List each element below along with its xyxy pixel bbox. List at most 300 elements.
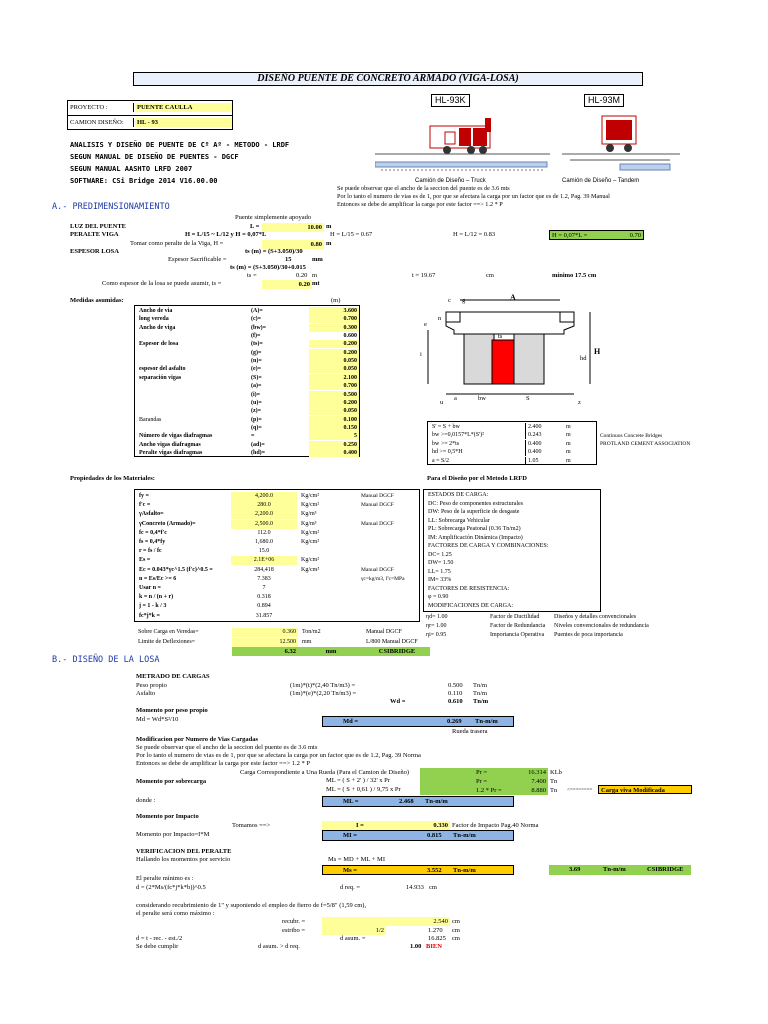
measure-value: 3.600 [309,307,359,315]
measure-value: 0.050 [309,407,359,415]
d-calc: d = t - rec. - est./2 [136,935,183,942]
measure-symbol: (hd)= [251,449,266,456]
lrfd-line: MODIFICACIONES DE CARGA: [428,602,514,609]
sacrif-value: 15 [285,256,292,263]
asfalto-label: Asfalto [136,690,156,697]
pr2-box [420,777,548,786]
material-unit: Kg/cm² [301,529,320,536]
losa-eq: ts (m) = (S+3.050)/30 [245,248,303,255]
material-value: 280.0 [231,501,297,510]
metrado-title: METRADO DE CARGAS [136,673,210,680]
mi-unit: Tn-m/m [453,832,476,839]
h-l12: H = L/12 = 0.83 [453,231,496,238]
dreq-value: 14.933 [406,884,424,891]
asfalto-value: 0.110 [448,690,463,697]
material-label: γAsfalto= [139,511,164,518]
page-title: DISEÑO PUENTE DE CONCRETO ARMADO (VIGA-LOSA) [133,72,643,86]
measure-symbol: (ts)= [251,341,263,348]
pr1-box [420,768,548,777]
pr3-value: 8.880 [531,787,546,794]
lrfd-line: FACTORES DE RESISTENCIA: [428,585,510,592]
material-value: 2,500.0 [231,520,297,529]
measures-title: Medidas asumidas: [70,297,124,304]
tandem-diagram [560,94,682,186]
measure-symbol: (A)= [251,308,263,314]
estribo-fraction: 1/2 [322,926,386,935]
calc-value: 2.400 [528,424,542,430]
estribo-value: 1.270 [428,927,443,934]
measure-symbol: (i)= [251,391,261,398]
measure-symbol: (e)= [251,366,262,373]
ms-csibridge-box [549,865,691,875]
wd-label: Wd = [390,698,406,705]
d-eq: d = (2*Ms/(fc*j*k*b))^0.5 [136,884,206,891]
truck-note-3: Entonces se debe de amplificar la carga por este factor ==> 1.2 * P [337,201,503,208]
deflexion-value: 6.32 [232,647,298,656]
h-l15: H = L/15 = 0.67 [330,231,373,238]
deflexion-unit: mm [298,647,364,656]
cumplir-eq: d asum. > d req. [258,943,300,950]
ms-label: Ms = [343,867,357,874]
truck-note-2: Por lo tanto el numero de vias es de 1, por que se afectara la carga por un factor que es de 1.2, Pag. 39 Manual [337,193,610,200]
lrfd-line: DC= 1.25 [428,551,452,558]
lrfd-line: DW: Peso de la superficie de desgaste [428,509,520,515]
calc-unit: m [566,457,571,464]
md-unit: Tn-m/m [475,718,498,725]
tomar-unit: m [326,240,332,247]
measure-value: 0.700 [309,315,359,323]
hallando-label: Hallando los momentos por servicio [136,856,231,863]
measure-value: 0.050 [309,357,359,365]
material-unit: Kg/cm² [301,493,320,499]
material-label: f'c = [139,502,151,509]
ml-unit: Tn-m/m [425,798,448,805]
section-label-g: g [462,297,466,304]
truck-note-1: Se puede observar que el ancho de la seccion del puente es de 3.6 mts [337,185,510,192]
bien-label: BIEN [426,943,442,950]
dreq-unit: cm [429,884,437,891]
extra-label: Limite de Deflexiones= [138,638,196,645]
extra-unit: Ton/m2 [302,629,321,635]
section-label-bw: bw [478,395,486,402]
calc-unit: m [566,449,571,456]
mod-desc: Niveles convencionales de redundancia [554,623,649,629]
material-label: γConcreto (Armado)= [139,520,196,527]
measure-label: Ancho vigas diafragmas [139,441,201,448]
recub-unit: cm [452,918,460,925]
material-label: r = fs / fc [139,548,162,555]
measure-label [137,407,247,415]
lrfd-line: PL: Sobrecarga Peatonal (0.36 Tn/m2) [428,526,521,532]
pr2-label: Pr = [476,778,488,785]
md-box [322,716,514,727]
calc-unit: m [566,424,571,430]
ml-eq-1: ML = ( S + 2' ) / 32' x Pr [326,777,390,784]
wd-unit: Tn/m [473,698,489,705]
consid-1: considerando recubrimiento de 1" y suponiendo el empleo de fierro de f=5/8" (1,59 cm), [136,902,367,909]
pr2-unit: Tn [550,778,558,785]
measure-symbol: = [251,433,255,440]
mi-title: Momento por Impacto [136,813,199,820]
method-line-3: SEGUN MANUAL AASHTO LRFD 2007 [70,165,193,173]
consid-2: el peralte será como máximo : [136,910,215,917]
measure-label: long vereda [139,316,169,323]
extra-label: Sobre Carga en Veredas= [138,629,199,635]
cumplir-label: Se debe cumplir [136,943,179,950]
material-value: 31.857 [255,612,273,619]
measure-value: 0.100 [309,416,359,424]
measure-symbol: (c)= [251,316,262,323]
tomar-value: 0.80 [262,240,324,249]
extra-unit: mm [302,638,312,645]
section-label-s: S [526,395,530,402]
losa-label: ESPESOR LOSA [70,248,119,255]
dasum-label: d asum. = [340,935,366,942]
project-value: PUENTE CAULLA [135,103,232,112]
asfalto-unit: Tn/m [473,690,488,697]
measure-value: 0.200 [309,340,359,348]
material-unit: Kg/m³ [301,520,317,527]
section-a-heading: A.- PREDIMENSIONAMIENTO [52,202,170,212]
asumir-unit: mt [312,280,320,287]
luz-eq: L = [250,223,260,230]
lrfd-line: FACTORES DE CARGA Y COMBINACIONES: [428,543,549,549]
section-label-n: n [438,315,442,322]
material-label: Es = [139,557,151,564]
lrfd-line: IM= 33% [428,577,452,583]
i-note: Factor de Impacto Pag.40 Norma [452,822,539,829]
mod-value: ηd= 1.00 [426,614,448,620]
mi-label: MI = [343,832,357,839]
section-label-z: z [578,399,581,406]
dasum-unit: cm [452,935,460,942]
lrfd-line: φ = 0.90 [428,594,449,600]
pr1-label: Pr = [476,769,488,776]
ml-title: Momento por sobrecarga [136,778,207,785]
measure-label [137,357,247,365]
carga-viva-modificada: Carga viva Modificada [598,785,692,794]
pr3-unit: Tn [550,787,558,794]
material-unit [299,584,359,593]
mi-value: 0.815 [427,832,442,839]
peso-eq: (1m)*(t)*(2,40 Tn/m3) = [290,682,356,689]
material-label: fy = [139,493,149,499]
material-label: fs = 0,4*fy [139,539,166,545]
measure-label: Ancho de viga [139,324,176,331]
dasum-value: 16.825 [428,935,446,942]
tomamos-label: Tomamos ==> [232,822,271,829]
measure-value: 0.200 [309,349,359,357]
measure-value: 0.250 [309,441,359,449]
ms-value: 3.552 [427,867,442,874]
material-source: Manual DGCF [361,566,394,573]
material-source: Manual DGCF [361,502,394,509]
method-line-4: SOFTWARE: CSi Bridge 2014 V16.00.00 [70,177,218,185]
extra-value: 0.360 [232,628,298,637]
section-label-h: H [594,347,601,356]
luz-unit: m [326,223,332,230]
measure-value: 0.150 [309,424,359,432]
measure-label: separación vigas [139,374,182,381]
hl93m-label: HL-93M [584,94,624,107]
lrfd-line: DW= 1.50 [428,560,454,566]
ts-value: 0.20 [296,272,308,279]
measure-value: 0.500 [309,391,359,399]
md-value: 0.269 [447,718,462,725]
measure-label [137,424,247,432]
tomar-label: Tomar como peralte de la Viga, H = [130,240,224,247]
mod-factor: Importancia Operativa [490,632,545,638]
material-source [359,529,421,538]
measure-value: 0.050 [309,365,359,373]
luz-label: LUZ DEL PUENTE [70,223,126,230]
material-value: 15.0 [258,548,270,555]
project-box [67,100,233,130]
material-unit [299,547,359,556]
ms-csibridge-value: 3.69 [569,866,581,873]
i-box [322,821,450,830]
section-label-c: c [448,297,451,304]
measure-label: Espesor de losa [139,341,179,348]
material-label: fc*j*k = [139,612,160,619]
ms-eq: Ms = MD + ML + MI [328,856,385,863]
material-source [359,584,421,593]
material-label: k = n / (n + r) [139,594,174,601]
material-value: 0.894 [257,603,271,610]
deflexion-source: CSIBRIDGE [364,647,430,656]
material-unit [299,575,359,584]
ts-label: ts = [247,272,257,279]
bien-value: 1.00 [410,943,422,950]
ml-label: ML = [343,798,359,805]
mod-desc: Puentes de poca importancia [554,632,623,638]
material-unit: Kg/cm² [301,539,320,545]
materials-table [134,489,420,622]
mod-value: ηr= 1.00 [426,623,447,629]
peso-label: Peso propio [136,682,167,689]
carga-rueda: Carga Correspondiente a Una Rueda (Para el Camion de Diseño) [240,769,410,776]
measure-label: Ancho de via [139,308,173,314]
i-value: 0.330 [433,822,448,829]
peralte-label: PERALTE VIGA [70,231,119,238]
measure-symbol: (bw)= [251,324,267,331]
material-value: 7 [262,585,266,591]
material-value: 0.318 [257,594,271,601]
material-value: 1,680.0 [255,539,273,545]
measure-value: 0.600 [343,333,357,340]
pr1-unit: KLb [550,769,562,776]
material-value: 4,200.0 [231,492,297,501]
extra-source: Manual DGCF [366,629,402,635]
ts-eq: ts (m) = (S+3.050)/30+0.015 [230,264,306,271]
lrfd-box [423,489,601,612]
material-source [359,593,421,602]
measure-symbol: (S)= [251,374,262,381]
calc-box [427,421,597,465]
peso-unit: Tn/m [473,682,488,689]
arrow-label: <======== [567,788,593,793]
ml-value: 2.468 [399,798,414,805]
material-unit: Kg/cm² [301,566,320,573]
ml-eq-2: ML = ( S + 0,61 ) / 9,75 x Pr [326,786,401,793]
material-source: Manual DGCF [361,520,394,527]
measure-label [137,399,247,407]
sacrif-label: Espesor Sacrificable = [168,256,227,263]
material-value: 7.383 [257,575,271,582]
ver-title: VERIFICACION DEL PERALTE [136,848,232,855]
measure-label [137,332,247,340]
section-label-e: e [424,321,427,328]
measure-label: Número de vigas diafragmas [139,433,213,440]
calc-formula: bw >= 2*ts [430,440,526,448]
material-source [359,510,421,519]
mod-note-3: Entonces se debe de amplificar la carga por este factor ==> 1.2 * P [136,760,311,767]
calc-unit: m [566,432,571,439]
material-label: Usar n = [139,585,161,591]
measure-value: 5 [309,432,359,440]
material-value: 2,200.0 [231,510,297,519]
calc-formula: hd >= 0,5*H [430,448,526,456]
measure-label: Peralte vigas diafragmas [139,449,203,456]
material-value: 2.1E+06 [231,556,297,565]
material-value: 284,418 [254,566,274,573]
ref-2: PROTLAND CEMENT ASSOCIATION [600,441,691,447]
estribo-label: estribo = [282,927,305,934]
mod-note-1: Se puede observar que el ancho de la seccion del puente es de 3.6 mts [136,744,318,751]
truck-label: CAMION DISEÑO: [68,118,134,127]
extra-source: L/800 Manual DGCF [366,638,418,645]
pr1-value: 16.314 [528,769,546,776]
luz-value: 10.00 [262,223,324,232]
measures-table [134,305,360,457]
calc-value: 1.05 [528,457,539,464]
hl93k-label: HL-93K [431,94,470,107]
measure-symbol: (z)= [251,408,262,415]
material-unit: Kg/m³ [301,511,317,518]
measure-value: 0.300 [309,324,359,332]
recub-value: 2.540 [322,917,450,926]
measure-value: 0.200 [309,399,359,407]
ms-unit: Tn-m/m [453,867,476,874]
ml-box [322,796,514,807]
donde-label: donde : [136,797,156,804]
material-label: n = Es/Ec >= 6 [139,575,177,582]
truck-value: HL - 93 [135,118,232,127]
ms-csibridge-source: CSIBRIDGE [647,866,684,873]
calc-formula: bw >=0,0157*L*(S')² [430,431,526,439]
lrfd-line: ESTADOS DE CARGA: [428,492,489,498]
measure-value: 0.700 [309,382,359,390]
measures-unit: (m) [331,297,341,304]
material-label: Ec = 0.043*γc^1.5 (f'c)^0.5 = [139,566,213,573]
md-label: Md = [343,718,359,725]
t-min: mínimo 17.5 cm [552,272,597,279]
h-007-box [549,230,644,240]
material-unit: Kg/cm² [301,502,320,509]
pr3-label: 1.2 * Pr = [476,787,502,794]
asumir-label: Como espesor de la losa se puede asumir, ts = [102,280,222,287]
material-unit [299,602,359,611]
recub-label: recubr. = [282,918,306,925]
md-eq: Md = Wd*S²/10 [136,716,179,723]
mi-box [322,830,514,841]
material-value: 112.0 [257,529,271,536]
asfalto-eq: (1m)*(e)*(2,20 Tn/m3) = [290,690,357,697]
measure-symbol: (u)= [251,399,262,406]
tandem-drawing [560,106,682,186]
material-label: j = 1 - k / 3 [139,603,167,610]
rueda-label: Rueda trasera [452,728,488,735]
measure-symbol: (a)= [251,383,262,390]
material-source [359,547,421,556]
measure-label: Barandas [139,416,162,423]
h-007-label: H = 0,07*L = [552,232,588,239]
section-label-i: i [420,351,422,358]
measure-label: espesor del asfalto [139,366,186,373]
cross-section [414,290,610,418]
calc-formula: a = S/2 [430,457,526,465]
measure-symbol: (n)= [251,358,262,365]
estribo-unit: cm [452,927,460,934]
peralte-eq: H = L/15 ~ L/12 y H = 0,07*L [185,231,267,238]
section-b-heading: B.- DISEÑO DE LA LOSA [52,655,160,665]
calc-value: 0.400 [528,449,542,456]
lrfd-line: DC: Peso de componentes estructurales [428,500,523,507]
material-source [359,612,421,621]
peso-value: 0.500 [448,682,463,689]
calc-unit: m [566,440,571,447]
lrfd-line: IM: Amplificación Dinámica (Impacto) [428,534,523,541]
measure-value: 0.400 [309,449,359,457]
sacrif-unit: mm [312,256,323,263]
measure-label [137,382,247,390]
lrfd-line: LL: Sobrecarga Vehicular [428,517,490,524]
material-unit [299,612,359,621]
measure-symbol: (q)= [251,424,262,431]
wd-value: 0.610 [448,698,463,705]
section-label-u: u [440,399,444,406]
dreq-label: d req. = [340,884,361,891]
asumir-value: 0.20 [262,280,312,289]
measure-label [137,391,247,399]
material-source: Manual DGCF [361,493,394,499]
measure-symbol: (f)= [251,333,261,340]
method-line-2: SEGUN MANUAL DE DISEÑO DE PUENTES - DGCF [70,153,239,161]
truck-caption: Camión de Diseño – Truck [415,178,486,184]
measure-symbol: (ad)= [251,441,265,448]
measure-label [137,349,247,357]
section-label-a-small: a [454,395,457,402]
material-source [359,538,421,547]
h-007-value: 0.70 [629,232,641,239]
truck-diagram [375,94,555,186]
calc-formula: S' = S + bw [430,423,526,431]
measure-symbol: (p)= [251,416,262,423]
peralte-min: El peralte mínimo es : [136,875,194,882]
mod-value: ηi= 0.95 [426,632,447,638]
material-source: γc=kg/m3, f'c=MPa [361,575,405,582]
mpp-title: Momento por peso propio [136,707,208,714]
mod-title: Modificacion por Numero de Vias Cargadas [136,736,258,743]
measure-symbol: (g)= [251,349,262,356]
t-value: t = 19.67 [412,272,436,279]
materials-title: Propiedades de los Materiales: [70,475,155,482]
mod-factor: Factor de Redundancia [490,623,546,629]
section-label-a: A [510,293,516,302]
lrfd-line: LL= 1.75 [428,568,451,575]
mod-desc: Diseños y detalles convencionales [554,614,637,620]
section-label-hd: hd [580,355,587,362]
